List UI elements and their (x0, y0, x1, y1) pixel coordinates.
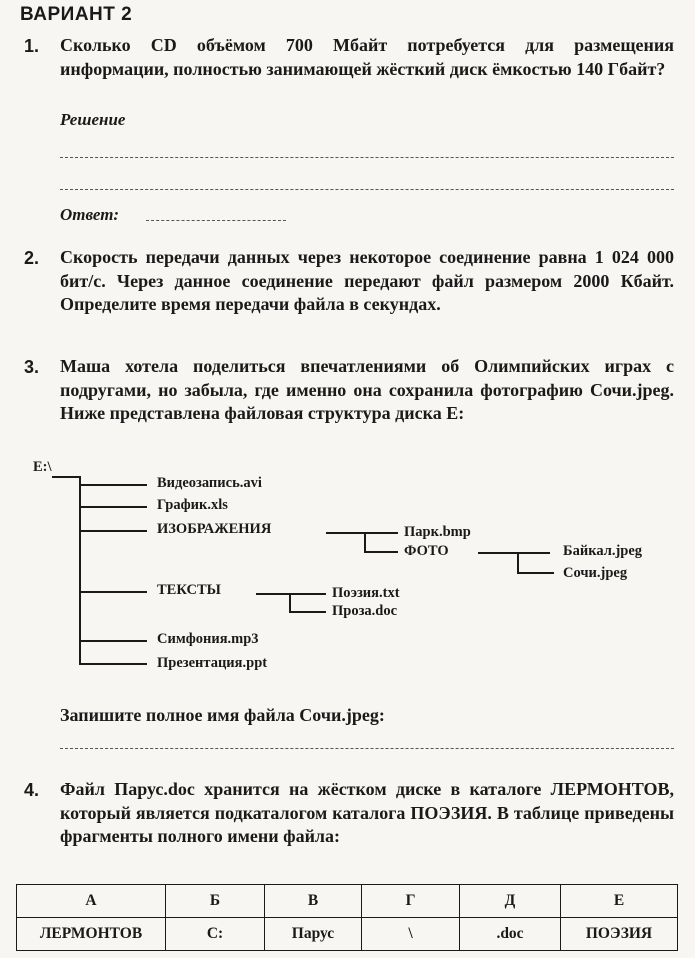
tree-file-graph: График.xls (157, 497, 228, 513)
table-cell: .doc (460, 918, 561, 951)
tree-file-presentation: Презентация.ppt (157, 655, 268, 671)
table-row (17, 918, 678, 951)
tree-root: E:\ (33, 459, 52, 475)
tree-images-connector (326, 532, 398, 534)
q2-text: Скорость передачи данных через некоторое соединение равна 1 024 000 бит/с. Через данное соединение передают файл размером 2000 Кбайт. Определите время передачи файла в секундах. (60, 247, 674, 314)
tree-file-sochi: Сочи.jpeg (563, 565, 628, 581)
tree-branch-video (79, 484, 147, 486)
tree-file-baikal: Байкал.jpeg (563, 543, 643, 559)
q3-answer-line[interactable] (60, 748, 674, 749)
tree-texts-trunk (289, 593, 291, 612)
tree-file-symphony: Симфония.mp3 (157, 631, 259, 647)
q1-text: Сколько CD объёмом 700 Мбайт потребуется для размещения информации, полностью занимающей жёсткий диск ёмкостью 140 Гбайт? (60, 35, 674, 79)
q2-number: 2. (24, 248, 40, 268)
q3-text: Маша хотела поделиться впечатлениями об Олимпийских играх с подругами, но забыла, где именно она сохранила фотографию Сочи.jpeg. Ниже представлена файловая структура диска E: (60, 356, 674, 423)
tree-file-prose: Проза.doc (332, 603, 398, 619)
tree-photo-trunk (517, 552, 519, 573)
table-header-cell: В (265, 885, 362, 918)
tree-texts-connector (256, 593, 326, 595)
table-header-cell: А (17, 885, 166, 918)
q1-solution-label: Решение (60, 110, 126, 129)
tree-branch-symphony (79, 640, 147, 642)
table-cell: ПОЭЗИЯ (561, 918, 678, 951)
table-header-cell: Д (460, 885, 561, 918)
tree-folder-texts: ТЕКСТЫ (157, 582, 221, 598)
tree-branch-images (79, 530, 147, 532)
fragments-table (16, 884, 678, 951)
table-cell: С: (166, 918, 265, 951)
tree-branch-sochi (517, 572, 554, 574)
table-header-cell: Г (362, 885, 460, 918)
tree-folder-images: ИЗОБРАЖЕНИЯ (157, 521, 272, 537)
tree-file-park: Парк.bmp (404, 524, 471, 540)
q1-number: 1. (24, 36, 40, 56)
variant-title: ВАРИАНТ 2 (20, 4, 133, 25)
q3-number: 3. (24, 357, 40, 377)
tree-photo-connector (478, 552, 550, 554)
tree-root-connector (52, 476, 80, 478)
q1-answer-label: Ответ: (60, 205, 120, 224)
tree-branch-photo (364, 551, 398, 553)
tree-images-trunk (364, 532, 366, 552)
table-cell: Парус (265, 918, 362, 951)
table-header-cell: Е (561, 885, 678, 918)
tree-branch-texts (79, 591, 147, 593)
table-header-row (17, 885, 678, 918)
table-cell: \ (362, 918, 460, 951)
tree-branch-presentation (79, 663, 147, 665)
tree-folder-photo: ФОТО (404, 543, 449, 559)
tree-file-poetry: Поэзия.txt (332, 585, 400, 601)
tree-branch-prose (289, 611, 326, 613)
tree-file-video: Видеозапись.avi (157, 475, 262, 491)
table-header-cell: Б (166, 885, 265, 918)
q4-number: 4. (24, 780, 40, 800)
tree-root-trunk (79, 476, 81, 664)
table-cell: ЛЕРМОНТОВ (17, 918, 166, 951)
q3-prompt: Запишите полное имя файла Сочи.jpeg: (60, 705, 385, 725)
q4-text: Файл Парус.doc хранится на жёстком диске в каталоге ЛЕРМОНТОВ, который является подкаталогом каталога ПОЭЗИЯ. В таблице приведены фрагменты полного имени файла: (60, 779, 674, 846)
tree-branch-graph (79, 506, 147, 508)
